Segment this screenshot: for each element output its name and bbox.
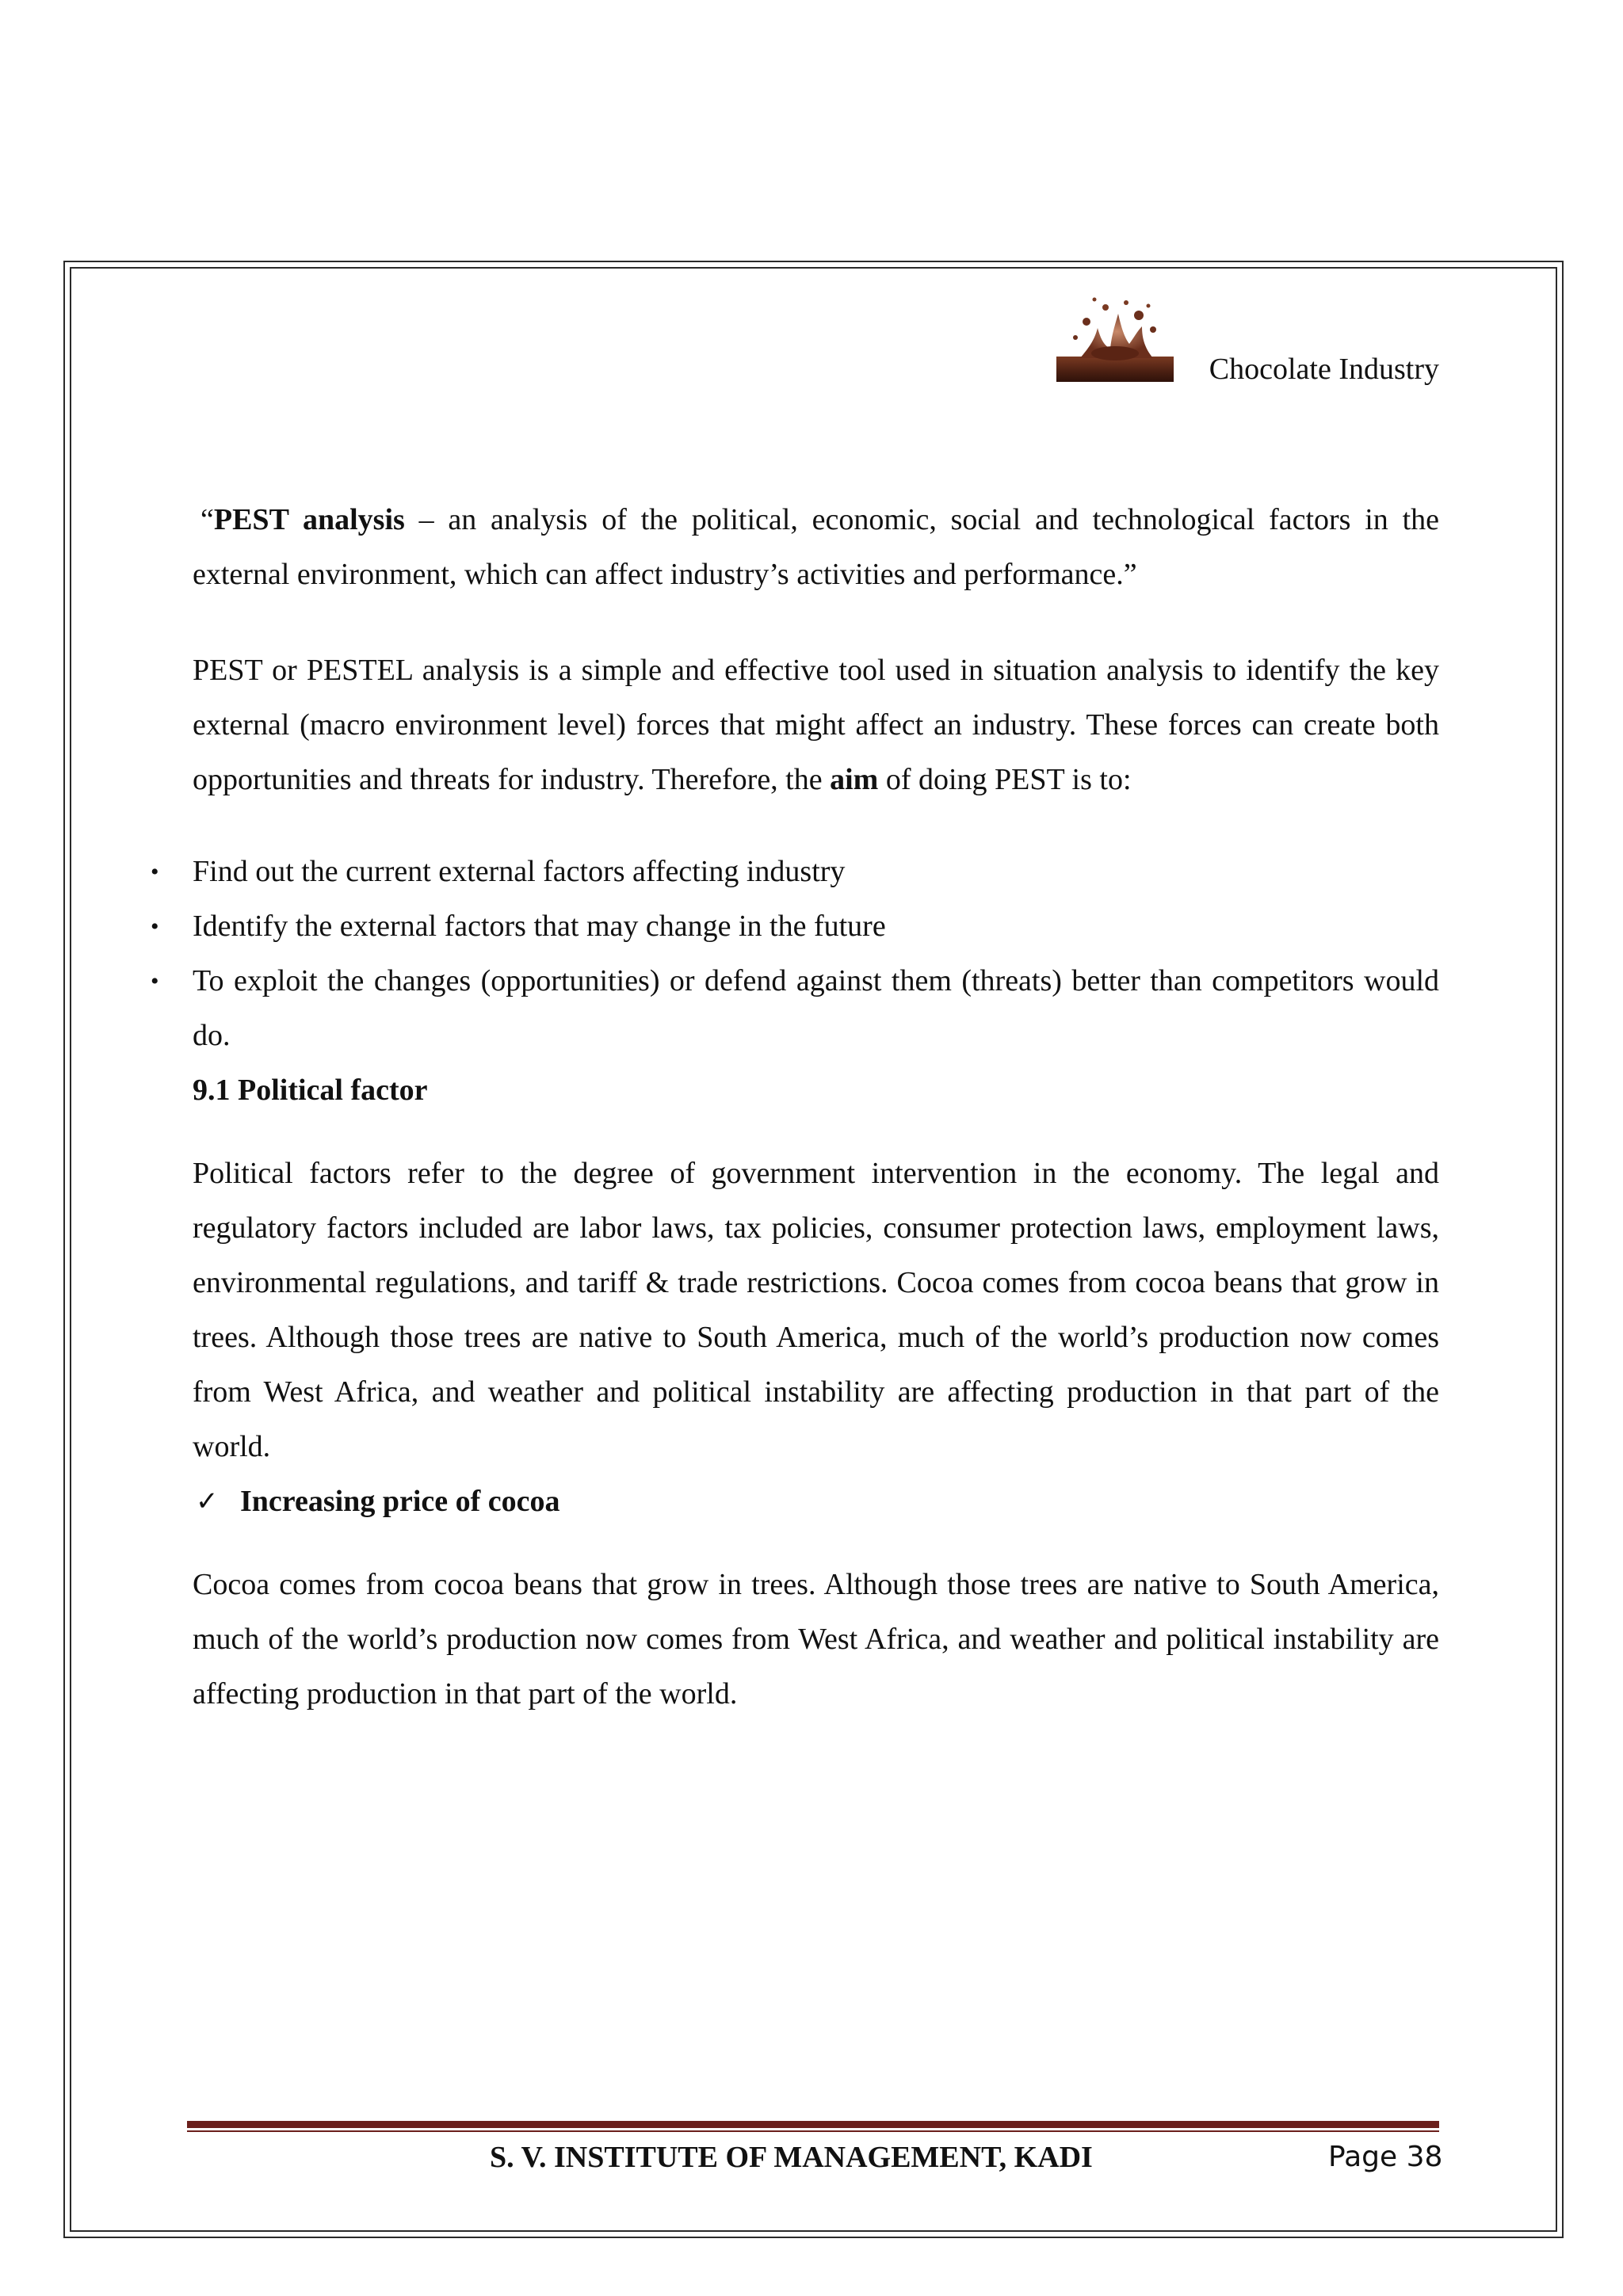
aims-list: [151, 845, 1439, 1063]
pest-definition-text: – an analysis of the political, economic, social and technological factors in the external environment, which can affect industry’s activities and performance.”: [193, 503, 1439, 591]
bullet-icon: •: [151, 859, 159, 885]
footer-rule: [187, 2121, 1439, 2128]
list-item-text: To exploit the changes (opportunities) or defend against them (threats) better than competitors would do.: [193, 964, 1439, 1052]
header-title: Chocolate Industry: [1209, 353, 1439, 386]
list-item: [151, 899, 1439, 954]
chocolate-splash-icon: [1056, 293, 1174, 382]
pestel-text-after: of doing PEST is to:: [878, 763, 1132, 796]
cocoa-heading-text: Increasing price of cocoa: [240, 1485, 560, 1518]
cocoa-paragraph: Cocoa comes from cocoa beans that grow in trees. Although those trees are native to South America, much of the world’s production now comes from West Africa, and weather and political instability are affecting production in that part of the world.: [193, 1568, 1439, 1711]
list-item: [151, 954, 1439, 1063]
pestel-bold-word: aim: [830, 763, 879, 796]
page-number: Page 38: [1328, 2141, 1443, 2173]
pestel-paragraph: [193, 643, 1439, 807]
checkmark-icon: ✓: [196, 1487, 219, 1516]
political-paragraph: Political factors refer to the degree of government intervention in the economy. The legal and regulatory factors included are labor laws, tax policies, consumer protection laws, employment laws, environmental regulations, and tariff & trade restrictions. Cocoa comes from cocoa beans that grow in trees. Although those trees are native to South America, much of the world’s production now comes from West Africa, and weather and political instability are affecting production in that part of the world.: [193, 1157, 1439, 1463]
political-heading: 9.1 Political factor: [193, 1074, 428, 1107]
pestel-text-before: PEST or PESTEL analysis is a simple and effective tool used in situation analysis to identify the key external (macro environment level) forces that might affect an industry. These forces can create both opportunities and threats for industry. Therefore, the: [193, 654, 1439, 796]
footer-institute: S. V. INSTITUTE OF MANAGEMENT, KADI: [490, 2141, 1093, 2174]
footer-rule-thin: [187, 2130, 1439, 2132]
bullet-icon: •: [151, 968, 159, 994]
pest-term: PEST analysis: [213, 503, 405, 536]
list-item-text: Find out the current external factors affecting industry: [193, 855, 846, 888]
list-item-text: Identify the external factors that may change in the future: [193, 910, 886, 943]
bullet-icon: •: [151, 913, 159, 940]
cocoa-heading: [193, 1474, 1439, 1529]
page-content: [151, 493, 1439, 1722]
pest-definition: [193, 493, 1439, 602]
quote-open: “: [200, 503, 214, 536]
list-item: [151, 845, 1439, 899]
